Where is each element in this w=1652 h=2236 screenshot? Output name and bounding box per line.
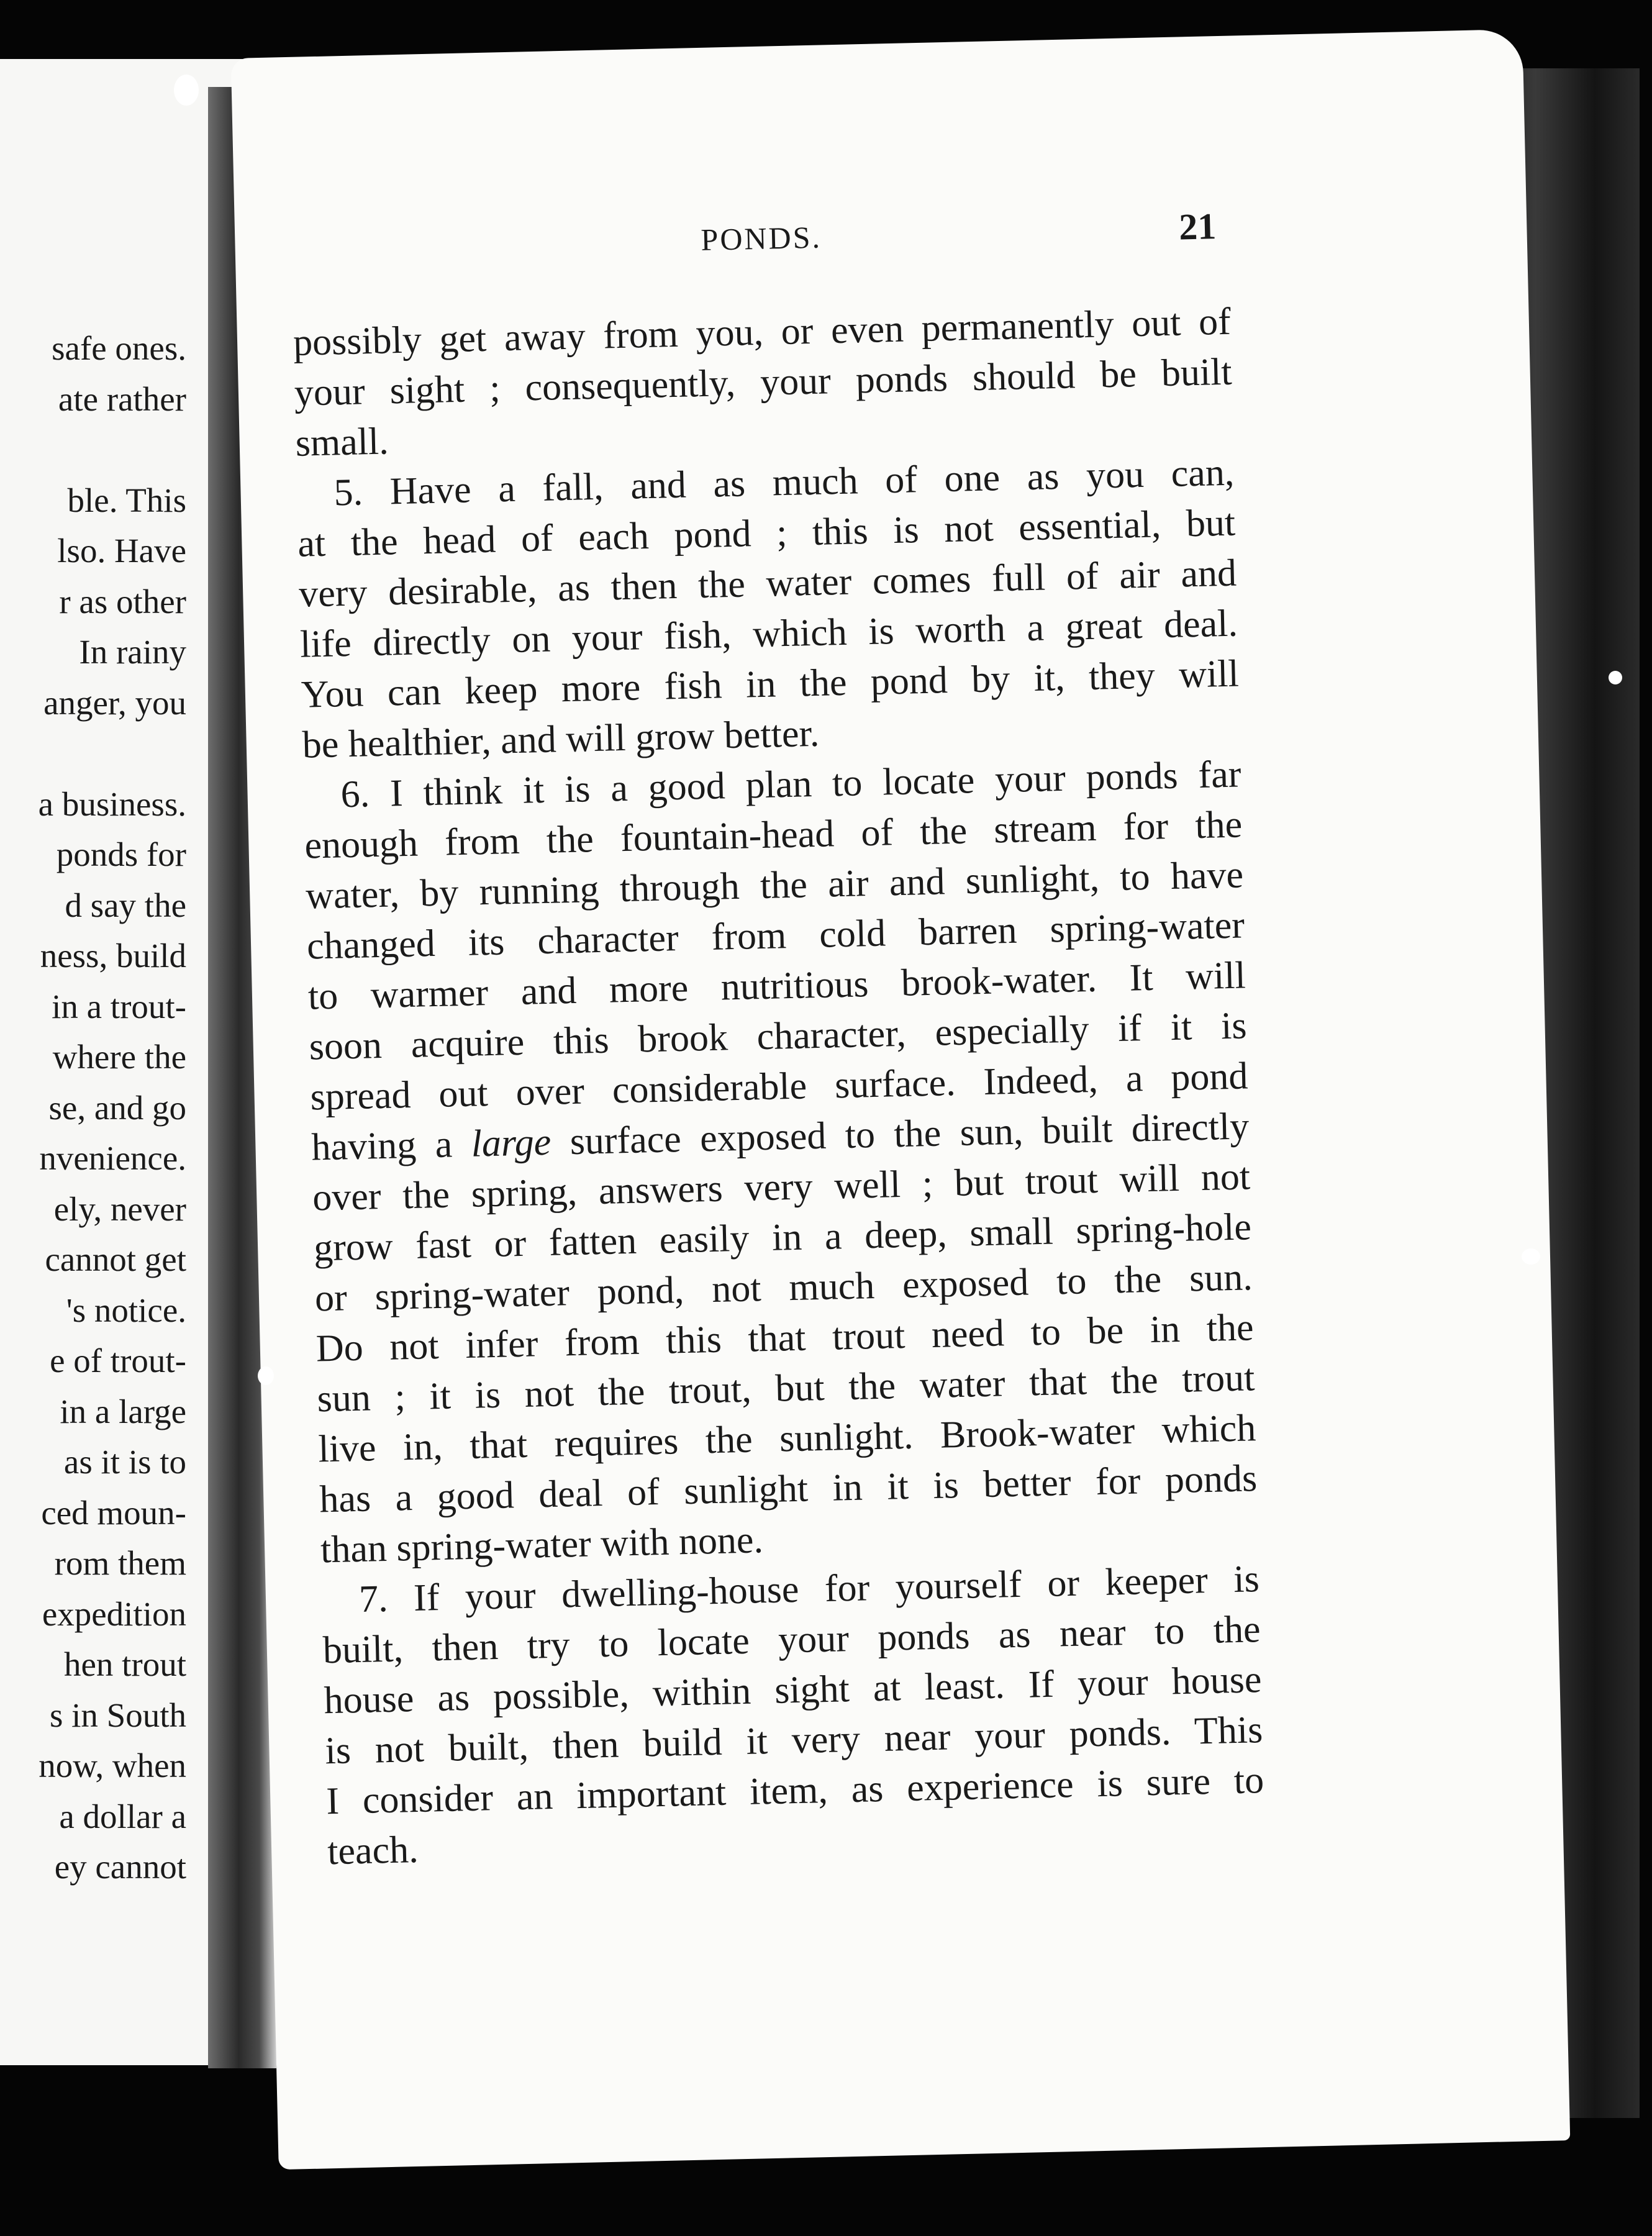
body-text [293, 297, 1266, 1878]
text-line: possibly get away from you, or even permanently out of [293, 300, 1232, 364]
text-line: enough from the fountain-head of the stream for the [304, 803, 1243, 867]
left-page-line: ponds for [56, 835, 186, 873]
left-page-line: r as other [59, 582, 186, 620]
text-segment: having a [311, 1123, 453, 1169]
page-21 [231, 29, 1571, 2170]
left-page-line: expedition [42, 1594, 186, 1633]
left-page-line: hen trout [63, 1645, 186, 1683]
left-page-line: in a large [60, 1392, 186, 1430]
left-page-line: ely, never [53, 1189, 186, 1228]
running-title: PONDS. [700, 219, 822, 257]
text-line: I consider an important item, as experience is sure to [325, 1759, 1264, 1823]
left-page-line: anger, you [43, 683, 186, 722]
left-page-line: ness, build [40, 937, 186, 975]
left-page-line: nvenience. [39, 1139, 186, 1177]
left-page-line: cannot get [45, 1240, 186, 1278]
text-line: than spring-water with none. [320, 1519, 764, 1571]
page-number: 21 [1178, 206, 1217, 248]
text-line: changed its character from cold barren spring-water [306, 904, 1245, 968]
text-line: has a good deal of sunlight in it is better for ponds [319, 1457, 1258, 1521]
text-line: to warmer and more nutritious brook-water. It will [307, 954, 1246, 1018]
left-page-line: se, and go [48, 1088, 186, 1127]
left-page-line: d say the [65, 886, 186, 924]
text-line: or spring-water pond, not much exposed to the sun. [314, 1256, 1253, 1320]
left-page-line: as it is to [63, 1443, 186, 1481]
film-speck [1522, 1248, 1540, 1265]
text-line: You can keep more fish in the pond by it, they will [301, 652, 1240, 716]
left-page-line: rom them [54, 1544, 186, 1582]
text-line: small. [295, 420, 389, 465]
film-speck [1609, 671, 1622, 684]
left-page-line: e of trout- [50, 1342, 186, 1379]
text-line: sun ; it is not the trout, but the water that the trout [316, 1357, 1256, 1420]
left-page-line: In rainy [79, 633, 186, 671]
text-line: is not built, then build it very near your ponds. This [324, 1709, 1263, 1773]
left-page-line: s in South [49, 1696, 186, 1734]
text-line: Do not infer from this that trout need to be in the [315, 1306, 1255, 1370]
text-line: 7. If your dwelling-house for yourself or keeper is [358, 1558, 1260, 1620]
left-page-line: 's notice. [66, 1291, 186, 1329]
text-line: spread out over considerable surface. Indeed, a pond [309, 1055, 1249, 1119]
text-line: 6. I think it is a good plan to locate your ponds far [340, 753, 1242, 816]
text-line: be healthier, and will grow better. [302, 712, 820, 766]
film-speck [174, 75, 199, 106]
left-page-line: in a trout- [52, 987, 186, 1025]
left-page-line: safe ones. [52, 329, 186, 367]
text-line: grow fast or fatten easily in a deep, small spring-hole [313, 1206, 1252, 1270]
left-page-line: a business. [38, 784, 186, 823]
text-line: life directly on your fish, which is worth a great deal. [299, 602, 1238, 666]
left-page-line: ced moun- [41, 1493, 186, 1532]
text-line: at the head of each pond ; this is not essential, but [297, 501, 1236, 565]
text-line: live in, that requires the sunlight. Brook-water which [317, 1407, 1256, 1471]
italic-word: large [470, 1120, 552, 1165]
text-line: soon acquire this brook character, especially if it is [309, 1004, 1248, 1068]
left-page-line: lso. Have [57, 532, 186, 570]
left-page-line: ey cannot [54, 1848, 186, 1886]
left-page-line: now, when [39, 1747, 186, 1784]
text-line: built, then try to locate your ponds as near to the [322, 1608, 1261, 1672]
text-line: teach. [327, 1828, 419, 1873]
text-line: over the spring, answers very well ; but trout will not [312, 1155, 1251, 1219]
text-line: 5. Have a fall, and as much of one as you can, [333, 451, 1235, 514]
text-line: your sight ; consequently, your ponds should be built [294, 350, 1233, 414]
text-line: house as possible, within sight at least. If your house [323, 1658, 1263, 1722]
text-line: water, by running through the air and sunlight, to have [305, 853, 1244, 917]
left-page-line: where the [52, 1038, 186, 1076]
running-head [235, 203, 1528, 288]
text-line: very desirable, as then the water comes full of air and [298, 552, 1237, 616]
film-speck [258, 1366, 274, 1385]
left-page-line: a dollar a [59, 1797, 186, 1835]
text-segment: surface exposed to the sun, built directly [569, 1105, 1250, 1163]
left-page-line: ate rather [58, 379, 186, 418]
left-page-line: ble. This [67, 481, 186, 519]
